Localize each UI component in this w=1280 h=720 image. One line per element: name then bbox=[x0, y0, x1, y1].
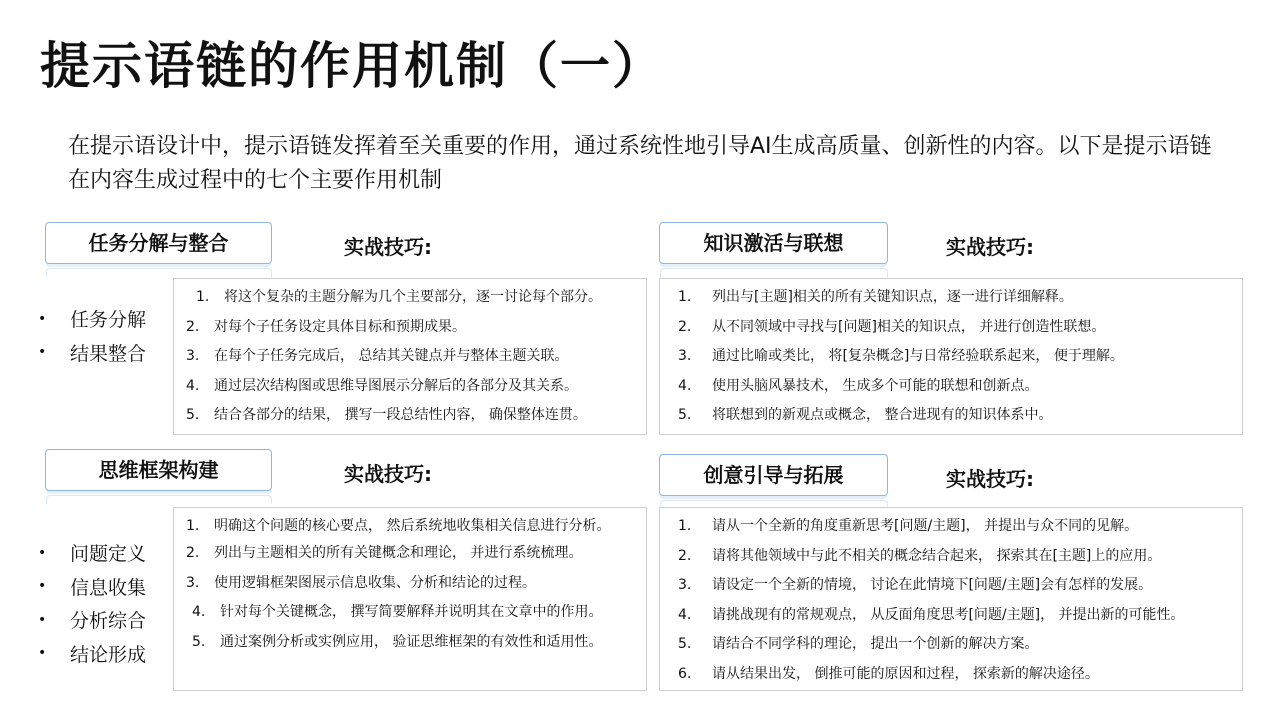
tip-number: 2. bbox=[678, 318, 692, 335]
tip-text: 从不同领域中寻找与[问题]相关的知识点， 并进行创造性联想。 bbox=[712, 318, 1106, 335]
tip-text: 请将其他领域中与此不相关的概念结合起来， 探索其在[主题]上的应用。 bbox=[712, 547, 1162, 564]
bullet-icon: • bbox=[38, 611, 47, 628]
list-item bbox=[180, 287, 638, 307]
intro-paragraph: 在提示语设计中，提示语链发挥着至关重要的作用，通过系统性地引导AI生成高质量、创新性的内容。以下是提示语链在内容生成过程中的七个主要作用机制 bbox=[68, 134, 1212, 193]
tip-number: 1. bbox=[678, 518, 692, 534]
list-item bbox=[180, 516, 638, 536]
tip-text: 对每个子任务设定具体目标和预期成果。 bbox=[214, 318, 466, 335]
tips-box-framework bbox=[173, 507, 647, 691]
list-item bbox=[180, 317, 638, 337]
tip-text: 列出与[主题]相关的所有关键知识点，逐一进行详细解释。 bbox=[712, 289, 1073, 305]
bullet-icon: • bbox=[38, 645, 47, 662]
tip-text: 结合各部分的结果， 撰写一段总结性内容， 确保整体连贯。 bbox=[214, 407, 587, 423]
bullet-icon: • bbox=[38, 344, 47, 361]
tip-text: 通过层次结构图或思维导图展示分解后的各部分及其关系。 bbox=[214, 377, 578, 394]
list-item bbox=[666, 405, 1234, 425]
skills-label: 实战技巧: bbox=[344, 235, 432, 259]
list-item bbox=[666, 605, 1234, 625]
tip-text: 在每个子任务完成后， 总结其关键点并与整体主题关联。 bbox=[214, 348, 569, 364]
tip-text: 针对每个关键概念， 撰写简要解释并说明其在文章中的作用。 bbox=[220, 604, 603, 620]
tip-number: 2. bbox=[186, 545, 200, 561]
list-item bbox=[38, 302, 146, 336]
list-item bbox=[180, 632, 638, 652]
tips-box-creative bbox=[659, 507, 1243, 691]
tips-box-knowledge bbox=[659, 278, 1243, 435]
bullet-icon: • bbox=[38, 310, 47, 327]
tip-text: 明确这个问题的核心要点， 然后系统地收集相关信息进行分析。 bbox=[214, 518, 611, 534]
list-item bbox=[38, 603, 146, 637]
tip-number: 2. bbox=[186, 318, 200, 335]
tag-shadow bbox=[46, 495, 272, 504]
list-item bbox=[38, 637, 146, 671]
list-item bbox=[666, 317, 1234, 337]
tip-number: 2. bbox=[678, 547, 692, 564]
skills-label: 实战技巧: bbox=[946, 467, 1034, 491]
bullet-label: 任务分解 bbox=[70, 309, 147, 332]
tip-text: 请挑战现有的常规观点， 从反面角度思考[问题/主题]， 并提出新的可能性。 bbox=[712, 606, 1185, 623]
tag-shadow bbox=[46, 268, 272, 277]
tag-shadow bbox=[660, 268, 888, 277]
list-item bbox=[666, 664, 1234, 684]
bullet-list-task bbox=[38, 302, 146, 369]
tip-number: 4. bbox=[186, 377, 200, 394]
section-tag-thinking-framework: 思维框架构建 bbox=[45, 449, 272, 491]
tip-text: 列出与主题相关的所有关键概念和理论， 并进行系统梳理。 bbox=[214, 545, 583, 561]
list-item bbox=[666, 376, 1234, 396]
tip-text: 请从一个全新的角度重新思考[问题/主题]， 并提出与众不同的见解。 bbox=[712, 518, 1139, 534]
bullet-icon: • bbox=[38, 544, 47, 561]
tip-number: 4. bbox=[678, 606, 692, 623]
bullet-label: 分析综合 bbox=[70, 610, 147, 633]
list-item bbox=[666, 346, 1234, 366]
list-item bbox=[38, 536, 146, 570]
bullet-label: 结论形成 bbox=[70, 643, 147, 666]
tip-text: 通过案例分析或实例应用， 验证思维框架的有效性和适用性。 bbox=[220, 633, 603, 650]
list-item bbox=[666, 634, 1234, 654]
tip-number: 3. bbox=[678, 577, 692, 593]
list-item bbox=[666, 516, 1234, 536]
skills-label: 实战技巧: bbox=[344, 462, 432, 486]
tip-number: 5. bbox=[678, 636, 692, 652]
tip-text: 请结合不同学科的理论， 提出一个创新的解决方案。 bbox=[712, 636, 1039, 652]
page-title: 提示语链的作用机制（一） bbox=[40, 37, 664, 95]
tip-number: 4. bbox=[678, 377, 692, 394]
list-item bbox=[180, 346, 638, 366]
tip-number: 5. bbox=[678, 407, 692, 423]
list-item bbox=[180, 602, 638, 622]
bullet-icon: • bbox=[38, 578, 47, 595]
tip-number: 5. bbox=[192, 633, 206, 650]
tip-number: 5. bbox=[186, 407, 200, 423]
list-item bbox=[38, 570, 146, 604]
tip-text: 将联想到的新观点或概念， 整合进现有的知识体系中。 bbox=[712, 407, 1053, 423]
bullet-label: 结果整合 bbox=[70, 342, 147, 365]
tip-number: 6. bbox=[678, 665, 692, 682]
tip-text: 将这个复杂的主题分解为几个主要部分，逐一讨论每个部分。 bbox=[224, 289, 602, 305]
section-tag-task-decomposition: 任务分解与整合 bbox=[45, 222, 272, 264]
tip-number: 4. bbox=[192, 604, 206, 620]
list-item bbox=[666, 546, 1234, 566]
tip-number: 3. bbox=[186, 574, 200, 591]
tip-number: 1. bbox=[186, 518, 200, 534]
skills-label: 实战技巧: bbox=[946, 235, 1034, 259]
list-item bbox=[666, 575, 1234, 595]
list-item bbox=[38, 336, 146, 370]
tip-number: 3. bbox=[678, 348, 692, 364]
tip-number: 1. bbox=[678, 289, 692, 305]
tips-box-task bbox=[173, 278, 647, 435]
list-item bbox=[180, 405, 638, 425]
tip-text: 通过比喻或类比， 将[复杂概念]与日常经验联系起来， 便于理解。 bbox=[712, 348, 1124, 364]
tip-text: 请从结果出发， 倒推可能的原因和过程， 探索新的解决途径。 bbox=[712, 665, 1099, 682]
tip-text: 请设定一个全新的情境， 讨论在此情境下[问题/主题]会有怎样的发展。 bbox=[712, 577, 1153, 593]
tip-number: 1. bbox=[196, 289, 210, 305]
bullet-label: 问题定义 bbox=[70, 543, 147, 566]
list-item bbox=[180, 376, 638, 396]
tip-text: 使用逻辑框架图展示信息收集、分析和结论的过程。 bbox=[214, 574, 536, 591]
tip-text: 使用头脑风暴技术， 生成多个可能的联想和创新点。 bbox=[712, 377, 1039, 394]
tip-number: 3. bbox=[186, 348, 200, 364]
section-tag-creative-guidance: 创意引导与拓展 bbox=[659, 454, 888, 496]
bullet-list-framework bbox=[38, 536, 146, 670]
list-item bbox=[180, 573, 638, 593]
list-item bbox=[666, 287, 1234, 307]
bullet-label: 信息收集 bbox=[70, 576, 147, 599]
list-item bbox=[180, 543, 638, 563]
section-tag-knowledge-activation: 知识激活与联想 bbox=[659, 222, 888, 264]
